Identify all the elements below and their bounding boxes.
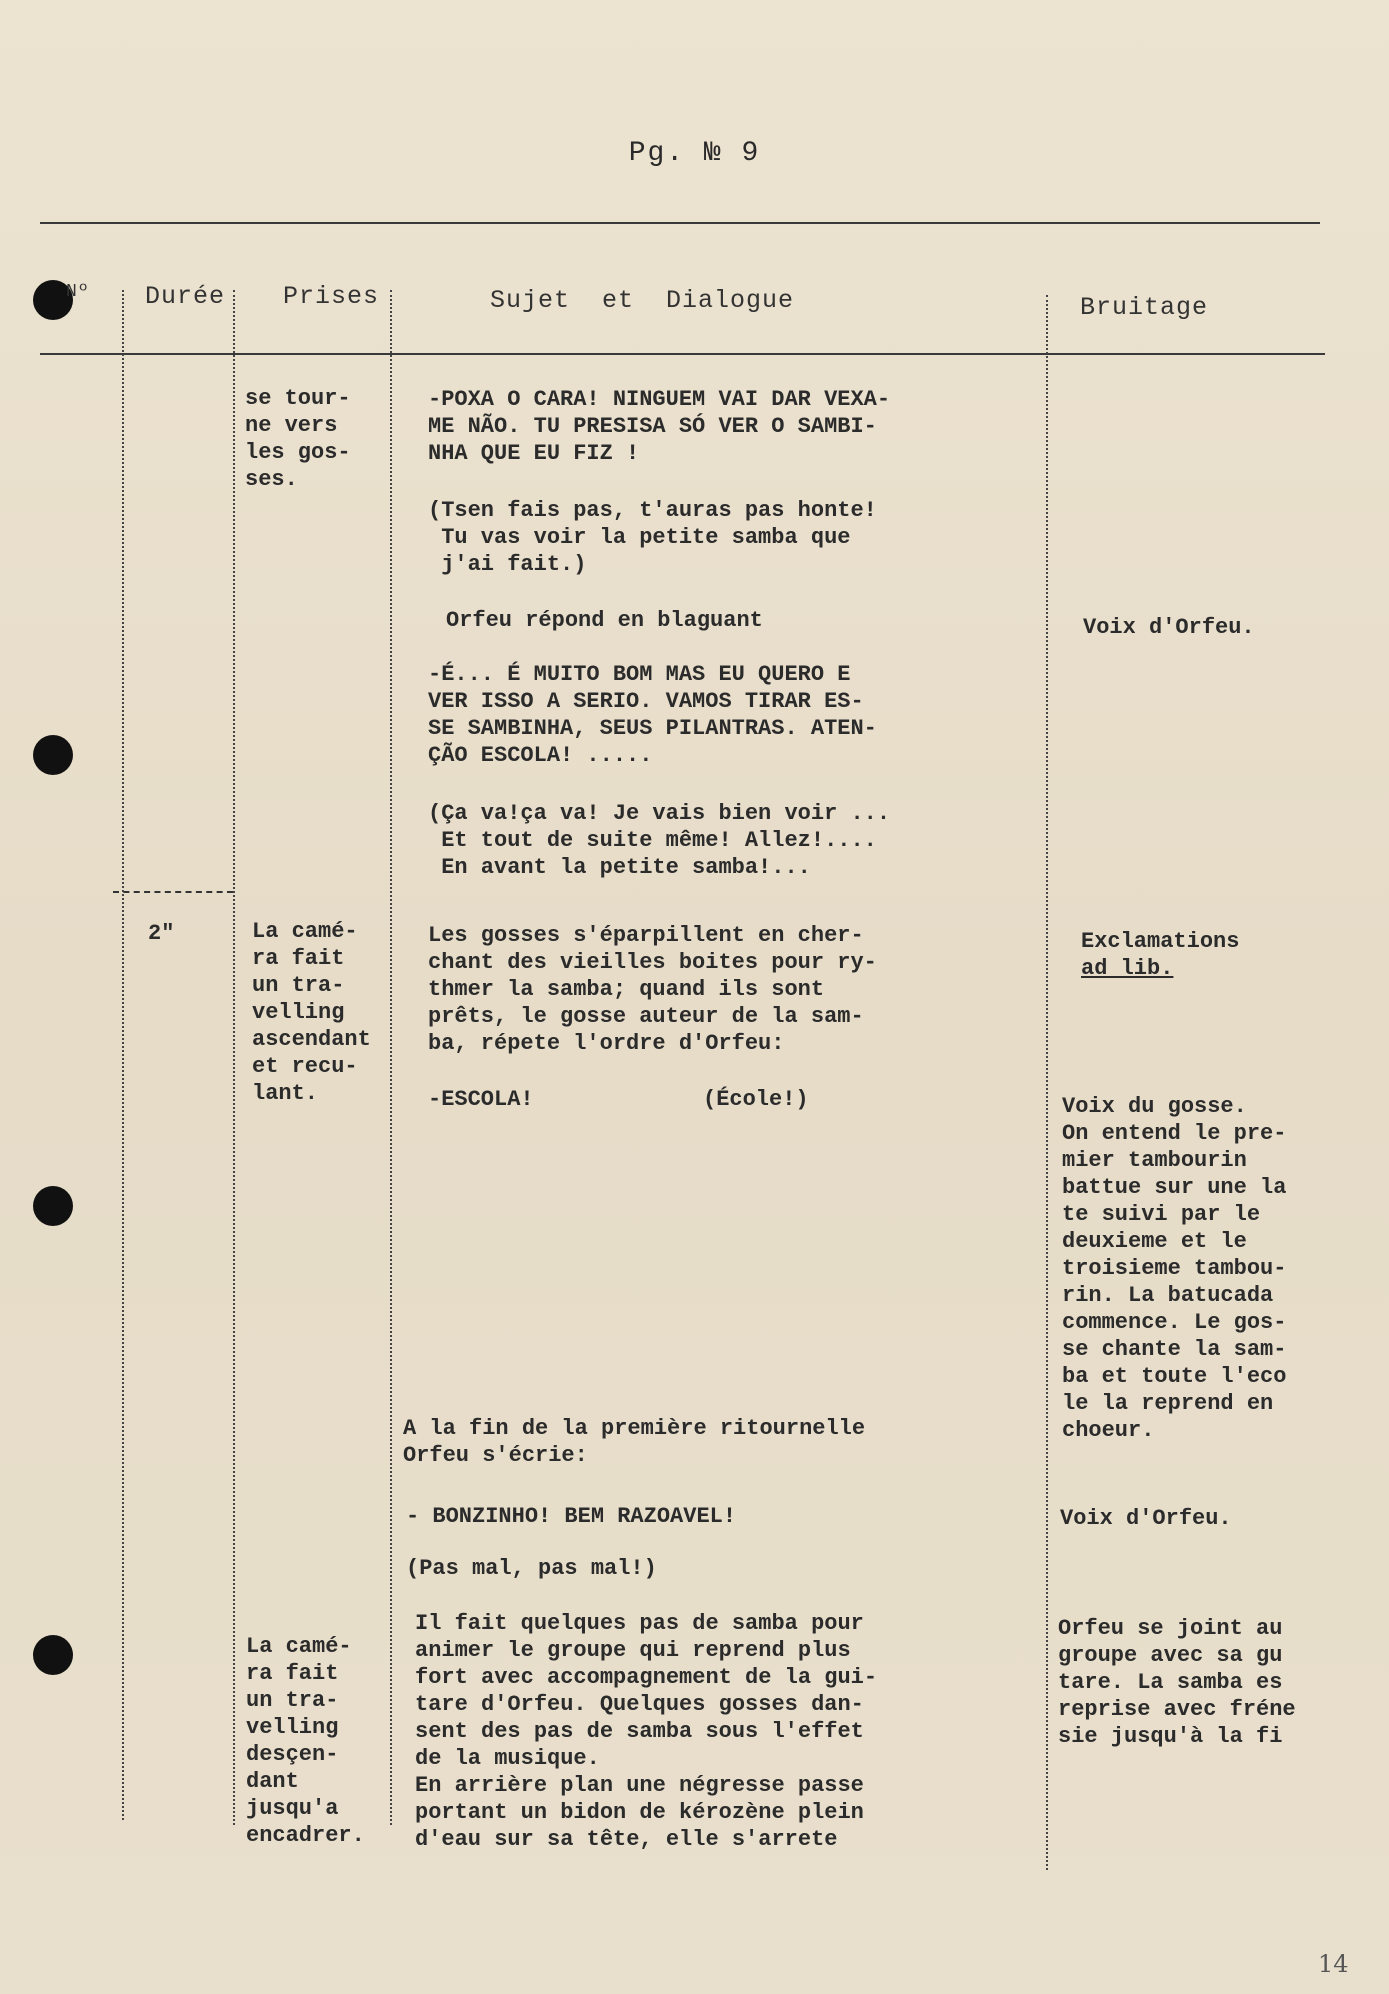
dialogue-portuguese: -É... É MUITO BOM MAS EU QUERO E VER ISSO A SERIO. VAMOS TIRAR ES- SE SAMBINHA, SEUS PILANTRAS. ATEN- ÇÃO ESCOLA! ..... — [428, 662, 877, 768]
column-separator — [1046, 295, 1048, 1870]
dialogue-portuguese: - BONZINHO! BEM RAZOAVEL! — [406, 1504, 737, 1529]
action-description: A la fin de la première ritournelle Orfeu s'écrie: — [403, 1416, 866, 1468]
binder-hole — [33, 1186, 73, 1226]
action-description: Les gosses s'éparpillent en cher- chant des vieilles boites pour ry- thmer la samba; quand ils sont prêts, le gosse auteur de la sam- ba, répete l'ordre d'Orfeu: — [428, 923, 877, 1056]
duree-cell: 2" — [148, 921, 175, 946]
dialogue-portuguese: -ESCOLA! — [428, 1087, 534, 1112]
dialogue-french: (Tsen fais pas, t'auras pas honte! Tu vas voir la petite samba que j'ai fait.) — [428, 498, 877, 577]
bruitage-cell: Exclamations — [1081, 929, 1240, 954]
prises-cell: La camé- ra fait un tra- velling ascendant et recu- lant. — [252, 919, 371, 1106]
prises-cell: se tour- ne vers les gos- ses. — [245, 386, 351, 492]
dialogue-french: (Ça va!ça va! Je vais bien voir ... Et tout de suite même! Allez!.... En avant la petite samba!... — [428, 801, 891, 880]
column-header-no: Nº — [66, 282, 90, 302]
dialogue-french: (Pas mal, pas mal!) — [406, 1556, 657, 1581]
column-separator — [233, 290, 235, 1825]
action-description: Il fait quelques pas de samba pour animer le groupe qui reprend plus fort avec accompagnement de la gui- tare d'Orfeu. Quelques gosses dan- sent des pas de samba sous l'effet de la musique. En arrière plan une négresse passe portant un bidon de kérozène plein d'eau sur sa tête, elle s'arrete — [415, 1611, 878, 1852]
binder-hole — [33, 735, 73, 775]
column-header-duree: Durée — [145, 282, 226, 311]
column-separator — [122, 290, 124, 1820]
action-description: Orfeu répond en blaguant — [446, 608, 763, 633]
row-divider — [113, 891, 233, 893]
column-header-bruitage: Bruitage — [1080, 293, 1209, 322]
page-title: Pg. № 9 — [628, 138, 761, 169]
dialogue-portuguese: -POXA O CARA! NINGUEM VAI DAR VEXA- ME NÃO. TU PRESISA SÓ VER O SAMBI- NHA QUE EU FIZ ! — [428, 387, 891, 466]
column-header-sujet: Sujet et Dialogue — [490, 286, 795, 315]
top-rule — [40, 222, 1320, 224]
column-separator — [390, 290, 392, 1825]
handwritten-page-number: 14 — [1318, 1950, 1349, 1978]
bruitage-cell: Voix du gosse. On entend le pre- mier tambourin battue sur une la te suivi par le deuxieme et le troisieme tambou- rin. La batucada commence. Le gos- se chante la sam- ba et toute l'eco le la reprend en choeur. — [1062, 1094, 1287, 1443]
column-header-prises: Prises — [283, 282, 380, 311]
binder-hole — [33, 1635, 73, 1675]
bruitage-cell: Voix d'Orfeu. — [1060, 1506, 1232, 1531]
bruitage-cell: ad lib. — [1081, 956, 1174, 981]
bruitage-cell: Orfeu se joint au groupe avec sa gu tare. La samba es reprise avec fréne sie jusqu'à la fi — [1058, 1616, 1296, 1749]
dialogue-french: (École!) — [703, 1087, 809, 1112]
bruitage-cell: Voix d'Orfeu. — [1083, 615, 1255, 640]
prises-cell: La camé- ra fait un tra- velling desçen- dant jusqu'a encadrer. — [246, 1634, 365, 1848]
